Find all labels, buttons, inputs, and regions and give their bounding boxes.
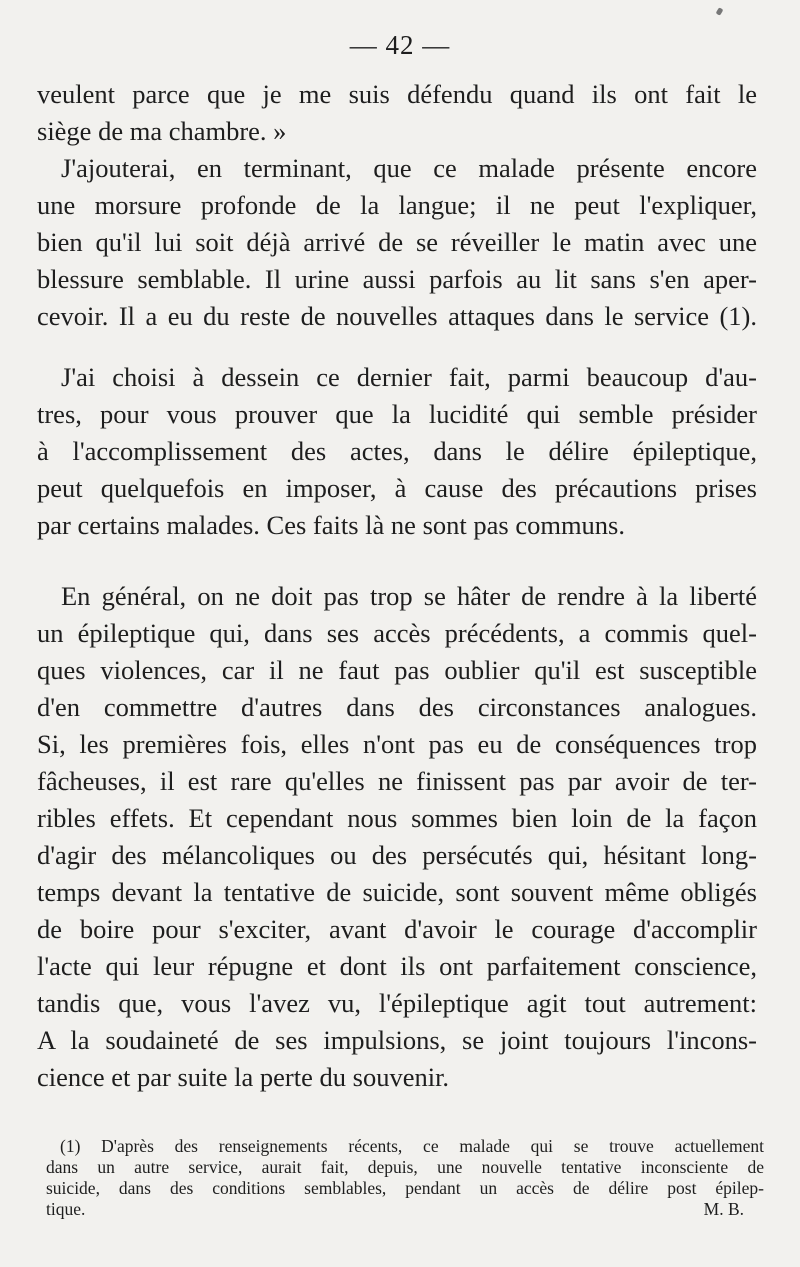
text-line: tandis que, vous l'avez vu, l'épileptique agit tout autrement: xyxy=(37,988,757,1018)
text-line: temps devant la tentative de suicide, sont souvent même obligés xyxy=(37,877,757,907)
text-line: blessure semblable. Il urine aussi parfois au lit sans s'en aper- xyxy=(37,264,757,294)
page-number: — 42 — xyxy=(349,30,451,60)
text-line: l'acte qui leur répugne et dont ils ont parfaitement conscience, xyxy=(37,951,757,981)
text-line: A la soudaineté de ses impulsions, se joint toujours l'incons- xyxy=(37,1025,757,1055)
text-line: ribles effets. Et cependant nous sommes bien loin de la façon xyxy=(37,803,757,833)
text-line: tres, pour vous prouver que la lucidité qui semble présider xyxy=(37,399,757,429)
text-line: bien qu'il lui soit déjà arrivé de se réveiller le matin avec une xyxy=(37,227,757,257)
text-line: ques violences, car il ne faut pas oublier qu'il est susceptible xyxy=(37,655,757,685)
footnote-last-line xyxy=(46,1199,764,1220)
text-line: cience et par suite la perte du souvenir. xyxy=(37,1062,450,1092)
text-line: fâcheuses, il est rare qu'elles ne finissent pas par avoir de ter- xyxy=(37,766,757,796)
paragraph-block-3 xyxy=(37,578,757,1096)
text-line: veulent parce que je me suis défendu quand ils ont fait le xyxy=(37,79,757,109)
text-line: siège de ma chambre. » xyxy=(37,116,287,146)
text-line: d'agir des mélancoliques ou des persécutés qui, hésitant long- xyxy=(37,840,757,870)
text-line: J'ai choisi à dessein ce dernier fait, parmi beaucoup d'au- xyxy=(61,362,757,392)
text-line: En général, on ne doit pas trop se hâter de rendre à la liberté xyxy=(61,581,757,611)
footnote-signature: M. B. xyxy=(703,1199,744,1219)
text-line: cevoir. Il a eu du reste de nouvelles attaques dans le service (1). xyxy=(37,301,757,331)
text-line: par certains malades. Ces faits là ne sont pas communs. xyxy=(37,510,625,540)
text-line: à l'accomplissement des actes, dans le délire épileptique, xyxy=(37,436,757,466)
text-line: de boire pour s'exciter, avant d'avoir le courage d'accomplir xyxy=(37,914,757,944)
footnote-line: dans un autre service, aurait fait, depuis, une nouvelle tentative inconsciente de xyxy=(46,1157,764,1177)
footnote-line: tique. xyxy=(46,1199,86,1219)
text-line: d'en commettre d'autres dans des circonstances analogues. xyxy=(37,692,757,722)
footnote xyxy=(46,1136,764,1220)
paragraph-block-2 xyxy=(37,359,757,544)
ink-speck xyxy=(716,7,724,16)
text-line: une morsure profonde de la langue; il ne peut l'expliquer, xyxy=(37,190,757,220)
text-line: Si, les premières fois, elles n'ont pas eu de conséquences trop xyxy=(37,729,757,759)
footnote-line: (1) D'après des renseignements récents, ce malade qui se trouve actuellement xyxy=(60,1136,764,1156)
text-line: peut quelquefois en imposer, à cause des précautions prises xyxy=(37,473,757,503)
text-line: un épileptique qui, dans ses accès précédents, a commis quel- xyxy=(37,618,757,648)
footnote-line: suicide, dans des conditions semblables, pendant un accès de délire post épilep- xyxy=(46,1178,764,1198)
text-line: J'ajouterai, en terminant, que ce malade présente encore xyxy=(61,153,757,183)
paragraph-block-1 xyxy=(37,76,757,335)
